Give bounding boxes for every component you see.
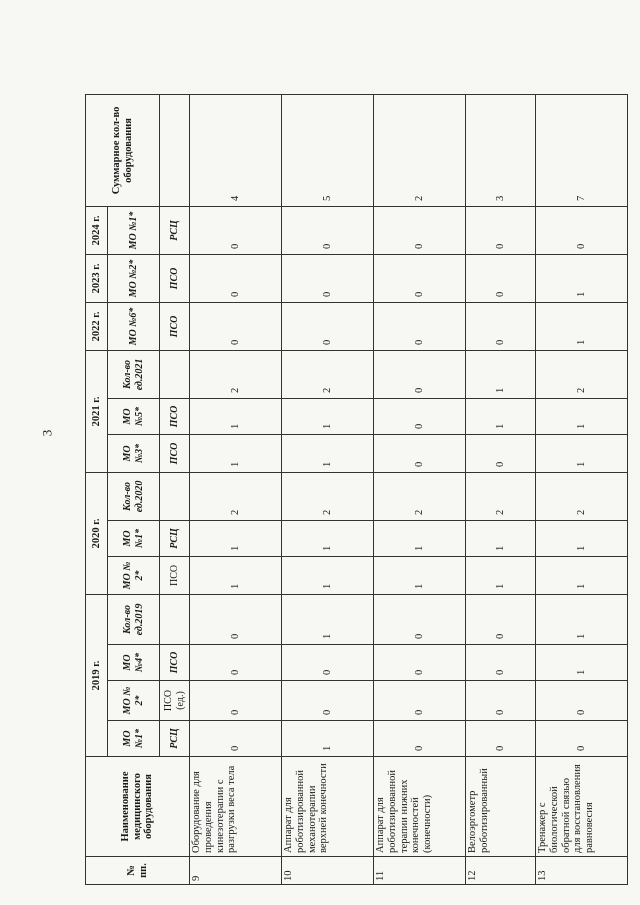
header-year-2019: 2019 г.	[86, 594, 108, 756]
value-cell: 0	[282, 254, 374, 302]
value-cell: 1	[536, 302, 628, 350]
value-cell: 1	[466, 350, 536, 398]
total-cell: 3	[466, 94, 536, 206]
header-org	[160, 472, 190, 520]
table-row	[536, 94, 628, 884]
header-year-2020: 2020 г.	[86, 472, 108, 594]
total-cell: 7	[536, 94, 628, 206]
value-cell: 1	[536, 594, 628, 644]
header-sub: МО № 2*	[108, 681, 160, 721]
value-cell: 0	[374, 434, 466, 472]
table-row	[282, 94, 374, 884]
header-sub: МО №4*	[108, 645, 160, 681]
header-org: ПСО (ед.)	[160, 681, 190, 721]
value-cell: 1	[536, 398, 628, 434]
header-sub: МО № 2*	[108, 556, 160, 594]
header-sub: МО №1*	[108, 721, 160, 757]
value-cell: 1	[282, 520, 374, 556]
header-sub: МО №2*	[108, 254, 160, 302]
value-cell: 0	[374, 594, 466, 644]
header-year-2024: 2024 г.	[86, 206, 108, 254]
value-cell: 1	[282, 594, 374, 644]
value-cell: 1	[190, 398, 282, 434]
row-number: 12	[466, 857, 536, 885]
value-cell: 1	[466, 520, 536, 556]
value-cell: 0	[536, 681, 628, 721]
header-sub: МО №5*	[108, 398, 160, 434]
header-org: РСЦ	[160, 206, 190, 254]
value-cell: 2	[466, 472, 536, 520]
header-sub: МО №1*	[108, 206, 160, 254]
equipment-table	[85, 94, 628, 885]
value-cell: 1	[282, 398, 374, 434]
header-year-2023: 2023 г.	[86, 254, 108, 302]
value-cell: 1	[190, 556, 282, 594]
value-cell: 2	[190, 472, 282, 520]
value-cell: 1	[282, 721, 374, 757]
total-cell: 5	[282, 94, 374, 206]
row-number: 13	[536, 857, 628, 885]
value-cell: 1	[536, 645, 628, 681]
value-cell: 1	[282, 556, 374, 594]
header-sub: Кол-во ед.2020	[108, 472, 160, 520]
value-cell: 0	[190, 302, 282, 350]
value-cell: 0	[374, 254, 466, 302]
header-sub: МО №3*	[108, 434, 160, 472]
value-cell: 2	[282, 472, 374, 520]
table-row	[466, 94, 536, 884]
value-cell: 1	[190, 434, 282, 472]
header-year-2022: 2022 г.	[86, 302, 108, 350]
header-num: № пп.	[86, 857, 190, 885]
row-number: 10	[282, 857, 374, 885]
value-cell: 0	[374, 206, 466, 254]
header-org: ПСО	[160, 434, 190, 472]
equipment-name: Оборудование для проведения кинезотерапии с разгрузки веса тела	[190, 757, 282, 857]
header-org: ПСО	[160, 645, 190, 681]
equipment-name: Аппарат для роботизированной терапии нижних конечностей (конечности)	[374, 757, 466, 857]
equipment-name: Тренажер с биологической обратной связью для восстановления равновесия	[536, 757, 628, 857]
value-cell: 0	[190, 721, 282, 757]
header-sub: Кол-во ед.2019	[108, 594, 160, 644]
value-cell: 0	[190, 254, 282, 302]
total-cell: 2	[374, 94, 466, 206]
row-number: 9	[190, 857, 282, 885]
value-cell: 0	[282, 206, 374, 254]
value-cell: 0	[374, 721, 466, 757]
header-org	[160, 350, 190, 398]
total-cell: 4	[190, 94, 282, 206]
value-cell: 1	[374, 520, 466, 556]
value-cell: 2	[374, 472, 466, 520]
table-row	[374, 94, 466, 884]
page-number: 3	[39, 429, 55, 437]
header-sub: Кол-во ед.2021	[108, 350, 160, 398]
header-org: РСЦ	[160, 721, 190, 757]
equipment-name: Велоэргометр роботизированный	[466, 757, 536, 857]
value-cell: 0	[282, 645, 374, 681]
value-cell: 2	[190, 350, 282, 398]
value-cell: 1	[536, 254, 628, 302]
row-number: 11	[374, 857, 466, 885]
header-org	[160, 594, 190, 644]
header-org: ПСО	[160, 254, 190, 302]
equipment-name: Аппарат для роботизированной механотерапии верхней конечности	[282, 757, 374, 857]
value-cell: 0	[282, 302, 374, 350]
header-name: Наименование медицинского оборудования	[86, 757, 190, 857]
value-cell: 1	[282, 434, 374, 472]
value-cell: 0	[536, 206, 628, 254]
header-total-blank	[160, 94, 190, 206]
header-org: ПСО	[160, 398, 190, 434]
value-cell: 1	[536, 520, 628, 556]
value-cell: 0	[466, 721, 536, 757]
value-cell: 0	[374, 302, 466, 350]
header-year-2021: 2021 г.	[86, 350, 108, 472]
value-cell: 0	[466, 434, 536, 472]
value-cell: 0	[374, 681, 466, 721]
value-cell: 0	[466, 206, 536, 254]
value-cell: 0	[190, 594, 282, 644]
equipment-table-rotated	[85, 95, 615, 885]
value-cell: 2	[536, 472, 628, 520]
value-cell: 0	[190, 681, 282, 721]
value-cell: 0	[190, 206, 282, 254]
value-cell: 0	[374, 645, 466, 681]
header-org: ПСО	[160, 302, 190, 350]
header-org: ПСО	[160, 556, 190, 594]
value-cell: 1	[536, 434, 628, 472]
value-cell: 1	[536, 556, 628, 594]
value-cell: 1	[466, 398, 536, 434]
value-cell: 2	[282, 350, 374, 398]
header-total: Суммарное кол-во оборудования	[86, 94, 160, 206]
value-cell: 0	[536, 721, 628, 757]
value-cell: 1	[374, 556, 466, 594]
value-cell: 0	[282, 681, 374, 721]
value-cell: 0	[374, 350, 466, 398]
value-cell: 0	[466, 254, 536, 302]
value-cell: 0	[466, 645, 536, 681]
table-row	[190, 94, 282, 884]
value-cell: 0	[190, 645, 282, 681]
value-cell: 1	[190, 520, 282, 556]
value-cell: 0	[374, 398, 466, 434]
value-cell: 1	[466, 556, 536, 594]
value-cell: 0	[466, 681, 536, 721]
value-cell: 0	[466, 594, 536, 644]
header-org: РСЦ	[160, 520, 190, 556]
header-sub: МО №6*	[108, 302, 160, 350]
header-sub: МО №1*	[108, 520, 160, 556]
value-cell: 0	[466, 302, 536, 350]
value-cell: 2	[536, 350, 628, 398]
